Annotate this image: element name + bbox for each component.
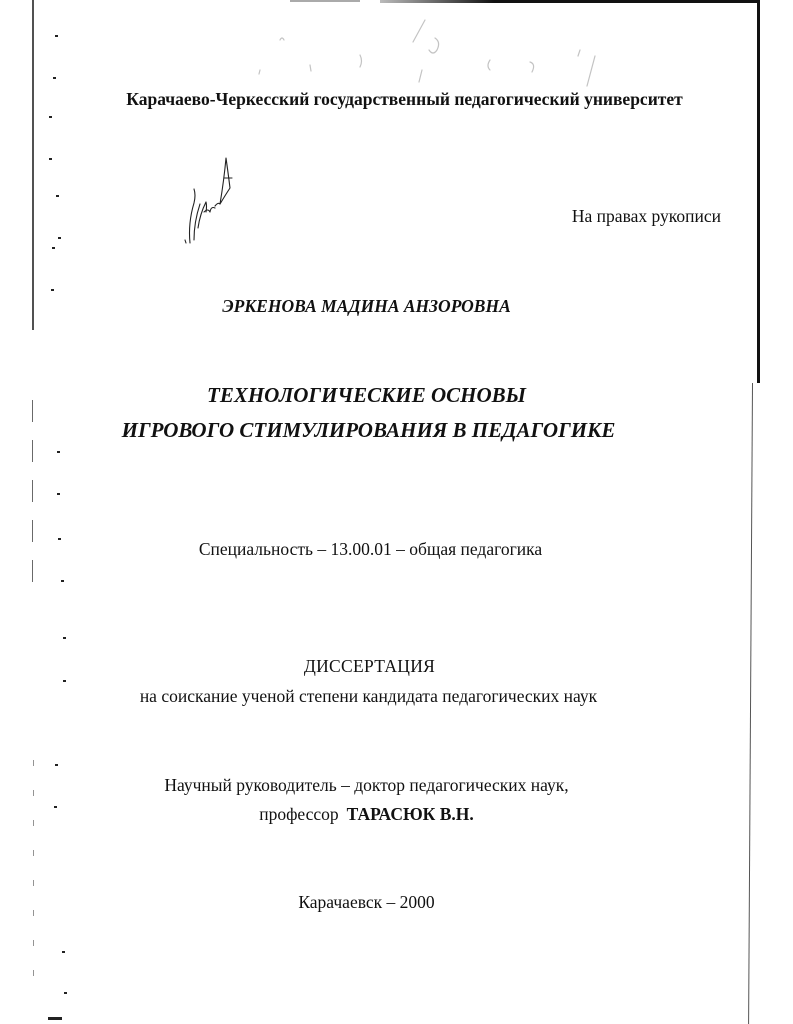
specialty-code: Специальность – 13.00.01 – общая педагогика <box>198 539 543 559</box>
scan-dot <box>49 158 52 160</box>
scan-dot <box>52 247 55 249</box>
dissertation-title-line-1: ТЕХНОЛОГИЧЕСКИЕ ОСНОВЫ <box>207 383 526 407</box>
scan-dot <box>63 680 66 682</box>
scan-dot <box>62 951 65 953</box>
scan-dot <box>51 289 54 291</box>
scan-dot <box>58 237 61 239</box>
supervisor-name: ТАРАСЮК В.Н. <box>346 804 474 824</box>
supervisor-line: Научный руководитель – доктор педагогических наук, <box>164 775 569 795</box>
scan-dot <box>57 451 60 453</box>
scan-edge-top-faint <box>290 0 360 2</box>
university-name: Карачаево-Черкесский государственный педагогический университет <box>126 89 683 109</box>
scan-dot <box>61 580 64 582</box>
signature-icon <box>180 148 240 248</box>
scan-dot <box>48 1017 62 1020</box>
faded-handwritten-marks-icon <box>160 10 660 90</box>
scan-dot <box>53 77 56 79</box>
scan-dot <box>63 637 66 639</box>
scan-dot <box>57 493 60 495</box>
manuscript-rights-note: На правах рукописи <box>571 206 721 226</box>
document-type: ДИССЕРТАЦИЯ <box>303 656 436 676</box>
author-name: ЭРКЕНОВА МАДИНА АНЗОРОВНА <box>222 296 511 316</box>
city-and-year: Карачаевск – 2000 <box>298 892 435 912</box>
scan-edge-left <box>32 0 34 330</box>
scan-edge-right <box>757 0 760 383</box>
scan-edge-top <box>380 0 760 3</box>
scan-dot <box>55 35 58 37</box>
degree-description: на соискание ученой степени кандидата педагогических наук <box>139 686 598 706</box>
scan-dot <box>56 195 59 197</box>
scan-dot <box>49 116 52 118</box>
scan-edge-left-dotted <box>33 760 34 1000</box>
scan-dot <box>64 992 67 994</box>
supervisor-title: профессор <box>259 804 339 824</box>
scan-dot <box>55 764 58 766</box>
supervisor-name-line <box>0 804 763 825</box>
dissertation-title-line-2: ИГРОВОГО СТИМУЛИРОВАНИЯ В ПЕДАГОГИКЕ <box>121 418 616 442</box>
